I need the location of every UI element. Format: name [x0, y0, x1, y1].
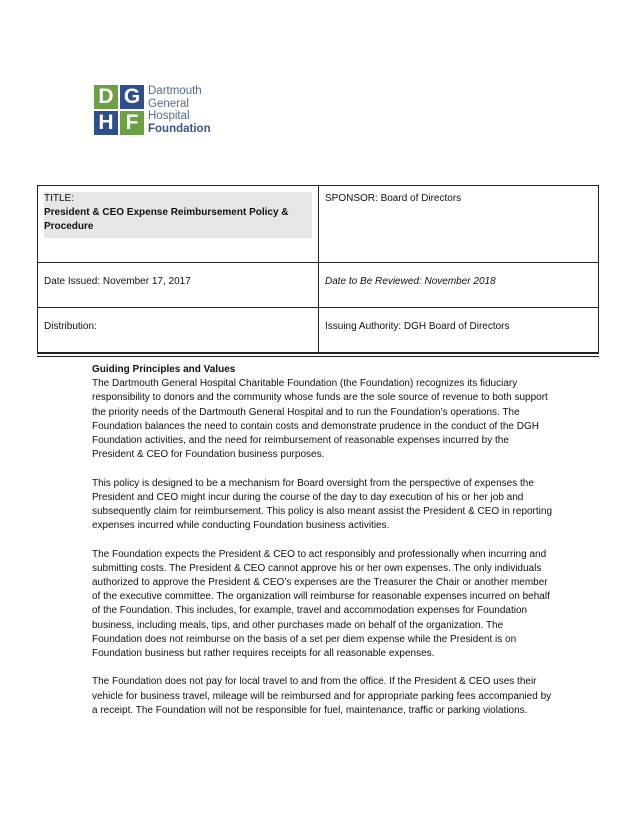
- logo-tile-h: H: [94, 111, 118, 135]
- paragraph-3: The Foundation expects the President & CEO to act responsibly and professionally when incurring and submitting costs. The President & CEO cannot approve his or her own expenses. The only individuals authorized to approve the President & CEO’s expenses are the Treasurer the Chair or another member of the executive committee. The organization will reimburse for reasonable expenses incurred on behalf of the Foundation. This includes, for example, travel and accommodation expenses for Foundation business, including meals, tips, and other purchases made on behalf of the organization. The Foundation does not reimburse on the basis of a set per diem expense while the President is on Foundation business but rather requires receipts for all reasonable expenses.: [92, 548, 550, 660]
- paragraph-4: The Foundation does not pay for local travel to and from the office. If the President & CEO uses their vehicle for business travel, mileage will be reimbursed and for appropriate parking fees accompanied by a receipt. The Foundation will not be responsible for fuel, maintenance, traffic or parking violations.: [92, 676, 552, 716]
- date-issued: Date Issued: November 17, 2017: [44, 276, 191, 287]
- date-issued-cell: [38, 263, 318, 307]
- dgh-foundation-logo: [94, 85, 234, 137]
- title-label: TITLE:: [44, 193, 75, 204]
- logo-tile-f: F: [120, 111, 144, 135]
- header-row-dates: [38, 263, 598, 308]
- logo-line-1: Dartmouth: [148, 85, 202, 97]
- distribution: Distribution:: [44, 321, 97, 332]
- logo-tile-d: D: [94, 85, 118, 109]
- paragraph-2: This policy is designed to be a mechanism for Board oversight from the perspective of expenses the President and CEO might incur during the course of the day to day execution of his or her job and subsequently claim for reimbursement. This policy is also meant assist the President & CEO in reporting expenses incurred while conducting Foundation business activities.: [92, 477, 553, 532]
- logo-tile-g: G: [120, 85, 144, 109]
- issuing-authority: Issuing Authority: DGH Board of Directors: [325, 321, 510, 332]
- policy-body: [92, 363, 552, 732]
- sponsor-cell: [318, 186, 598, 262]
- header-row-distribution: [38, 308, 598, 352]
- sponsor-text: SPONSOR: Board of Directors: [325, 193, 462, 204]
- policy-title: President & CEO Expense Reimbursement Policy & Procedure: [44, 207, 289, 232]
- logo-line-3: Hospital: [148, 110, 190, 122]
- date-review-cell: [318, 263, 598, 307]
- logo-line-2: General: [148, 97, 189, 110]
- title-box: [44, 192, 312, 238]
- section-heading: Guiding Principles and Values: [92, 364, 236, 375]
- policy-header-table: [37, 185, 599, 354]
- logo-wordmark: [148, 85, 238, 135]
- logo-line-4: Foundation: [148, 122, 211, 135]
- paragraph-1: The Dartmouth General Hospital Charitable Foundation (the Foundation) recognizes its fiduciary responsibility to donors and the community whose funds are the sole source of revenue to both support the priority needs of the Dartmouth General Hospital and to run the Foundation’s operations. The Foundation balances the need to contain costs and demonstrate prudence in the conduct of the DGH Foundation activities, and the need for reimbursement of reasonable expenses incurred by the President & CEO for Foundation business purposes.: [92, 378, 548, 461]
- issuing-authority-cell: [318, 308, 598, 352]
- distribution-cell: [38, 308, 318, 352]
- title-cell: [38, 186, 318, 262]
- header-row-title: [38, 186, 598, 263]
- date-review: Date to Be Reviewed: November 2018: [325, 276, 496, 287]
